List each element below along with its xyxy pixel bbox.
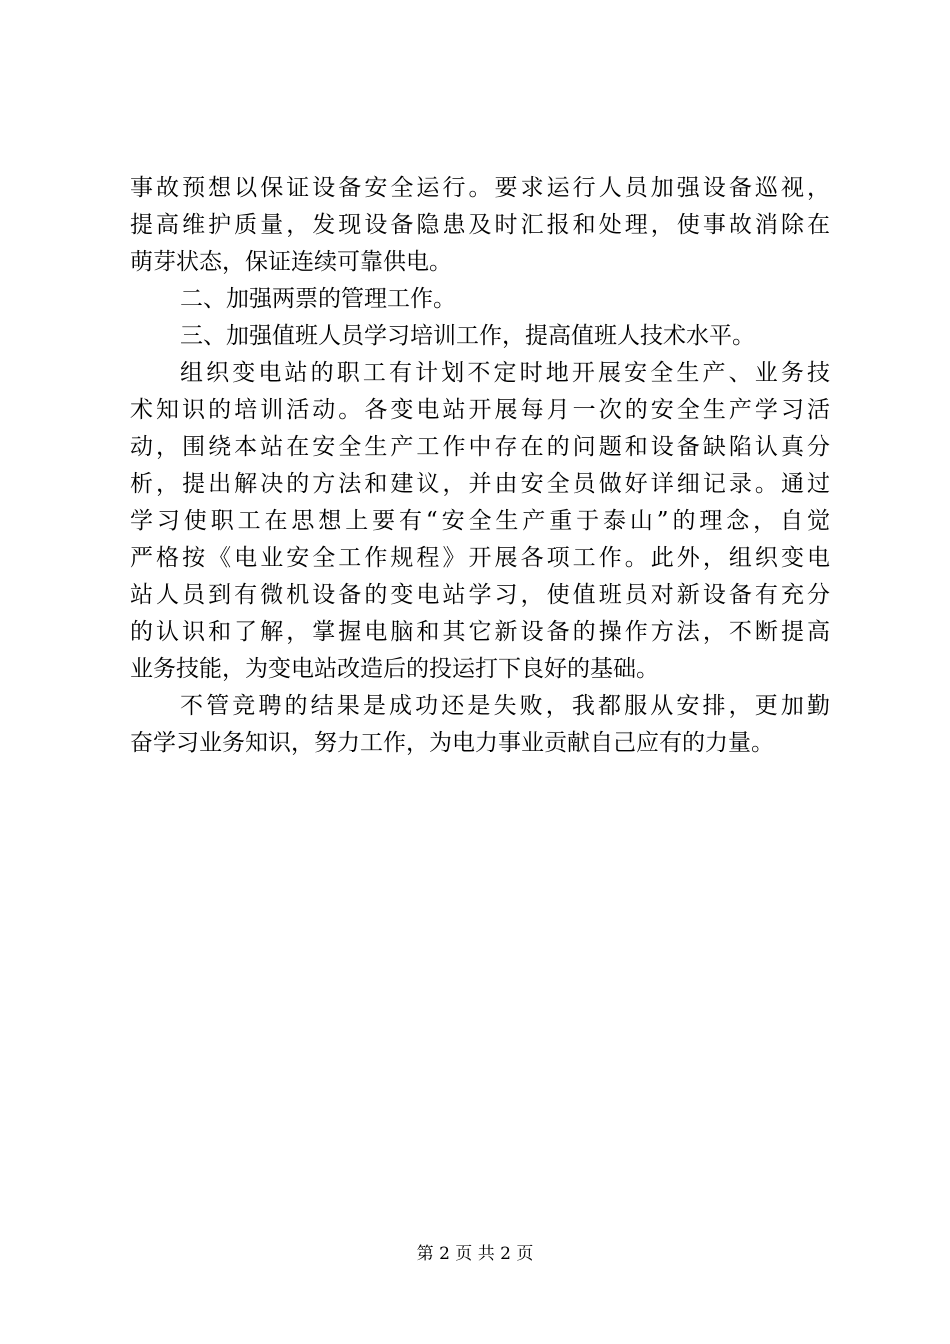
- paragraph-line: 的认识和了解，掌握电脑和其它新设备的操作方法，不断提高: [130, 619, 830, 645]
- section-heading: 三、加强值班人员学习培训工作，提高值班人技术水平。: [180, 323, 755, 349]
- document-body: [130, 170, 830, 762]
- paragraph-line: 萌芽状态，保证连续可靠供电。: [130, 249, 452, 275]
- paragraph-line: 不管竞聘的结果是成功还是失败，我都服从安排，更加勤: [180, 693, 830, 719]
- paragraph-line: 事故预想以保证设备安全运行。要求运行人员加强设备巡视，: [130, 175, 830, 201]
- section-heading: 二、加强两票的管理工作。: [180, 286, 456, 312]
- paragraph-line: 学习使职工在思想上要有“安全生产重于泰山”的理念，自觉: [130, 508, 830, 534]
- paragraph-line: 业务技能，为变电站改造后的投运打下良好的基础。: [130, 656, 659, 682]
- paragraph-line: 术知识的培训活动。各变电站开展每月一次的安全生产学习活: [130, 397, 830, 423]
- page-number-footer: 第 2 页 共 2 页: [416, 1244, 534, 1264]
- paragraph-line: 组织变电站的职工有计划不定时地开展安全生产、业务技: [180, 360, 830, 386]
- paragraph-line: 严格按《电业安全工作规程》开展各项工作。此外，组织变电: [130, 545, 830, 571]
- paragraph-line: 动，围绕本站在安全生产工作中存在的问题和设备缺陷认真分: [130, 434, 830, 460]
- paragraph-line: 析，提出解决的方法和建议，并由安全员做好详细记录。通过: [130, 471, 830, 497]
- paragraph-line: 提高维护质量，发现设备隐患及时汇报和处理，使事故消除在: [130, 212, 830, 238]
- paragraph-line: 奋学习业务知识，努力工作，为电力事业贡献自己应有的力量。: [130, 730, 774, 756]
- paragraph-line: 站人员到有微机设备的变电站学习，使值班员对新设备有充分: [130, 582, 830, 608]
